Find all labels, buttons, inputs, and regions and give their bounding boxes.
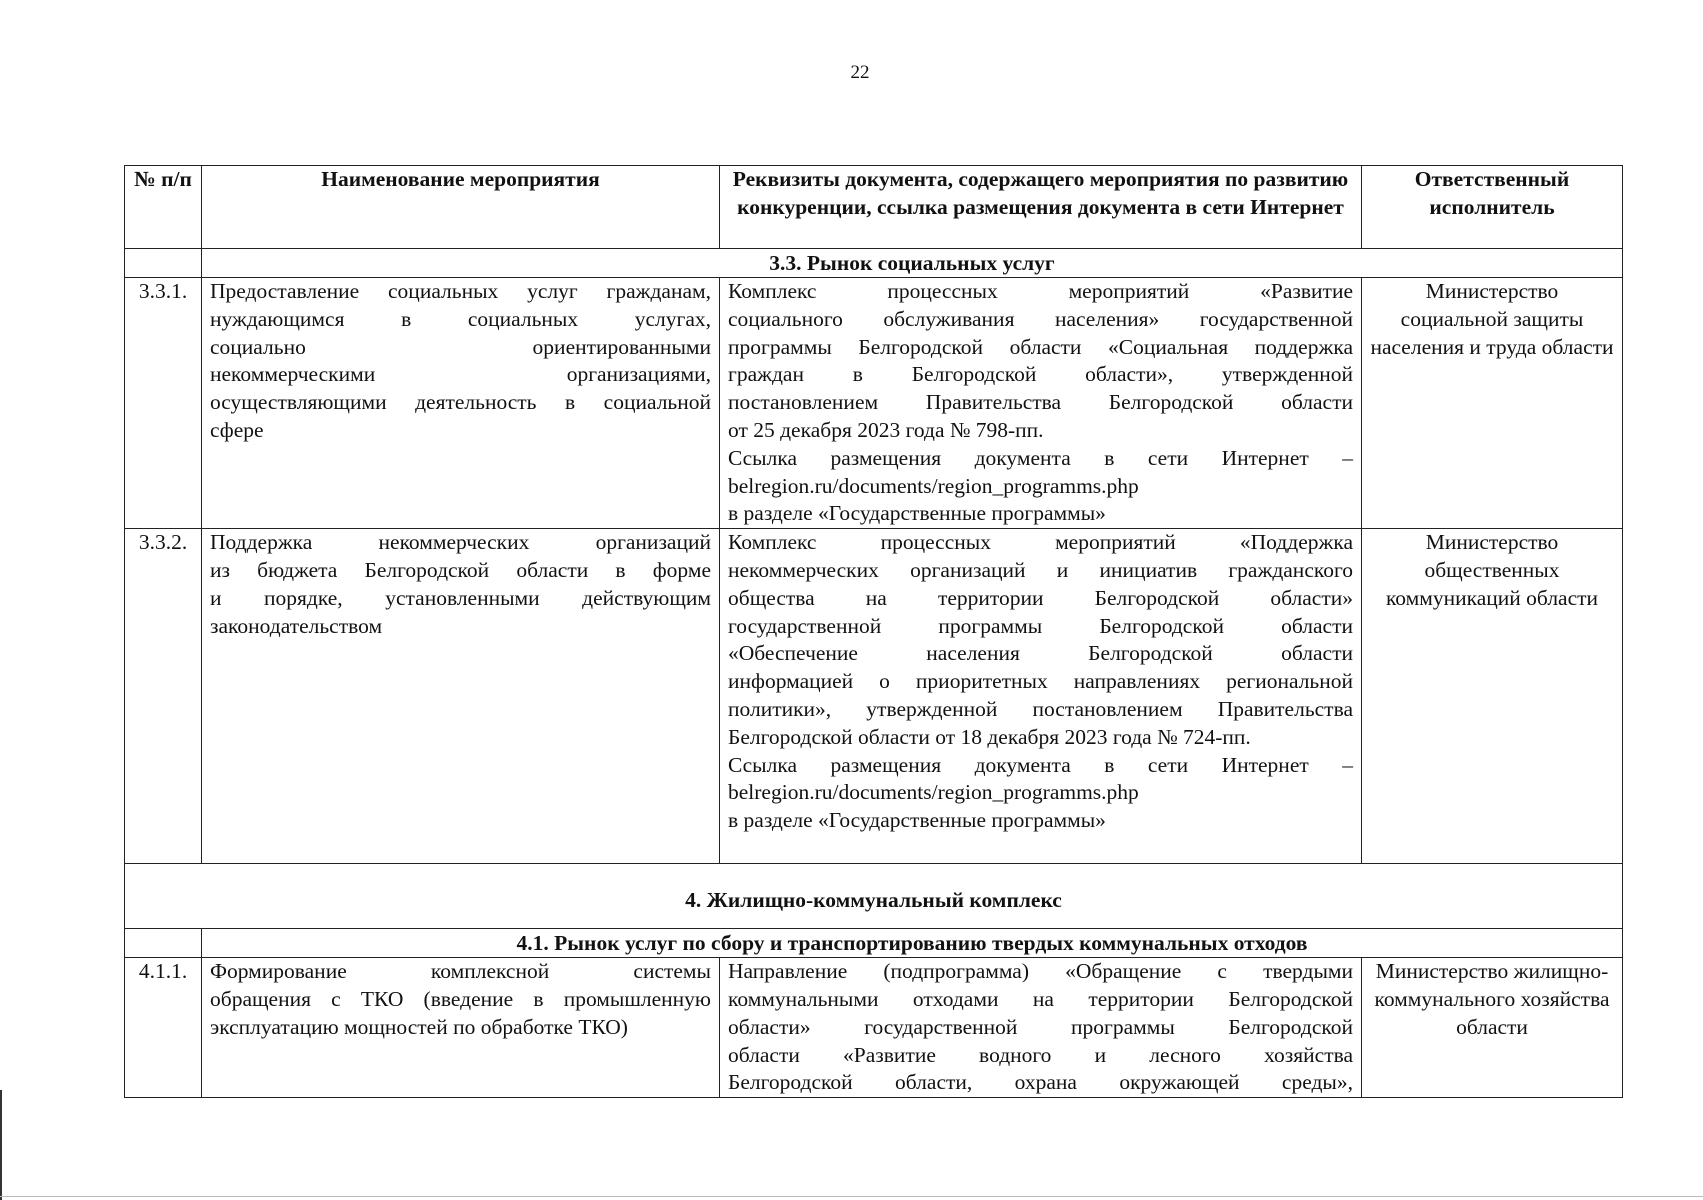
responsible-executor: Министерство социальной защиты населения и труда области xyxy=(1362,278,1623,529)
row-number: 3.3.2. xyxy=(125,529,202,864)
measure-name: Предоставление социальных услуг гражданам, нуждающимся в социальных услугах, социально ориентированными некоммерческими организациями, осуществляющими деятельность в социальной сфере xyxy=(202,278,720,529)
header-requisites: Реквизиты документа, содержащего мероприятия по развитию конкуренции, ссылка размещения документа в сети Интернет xyxy=(720,166,1362,249)
table-row xyxy=(125,958,1623,1098)
measure-name: Формирование комплексной системы обращения с ТКО (введение в промышленную эксплуатацию мощностей по обработке ТКО) xyxy=(202,958,720,1098)
row-number: 3.3.1. xyxy=(125,278,202,529)
document-requisites: Комплекс процессных мероприятий «Развитие социального обслуживания населения» государственной программы Белгородской области «Социальная поддержка граждан в Белгородской области», утвержденной постановлением Правительства Белгородской области от 25 декабря 2023 года № 798-пп. Ссылка размещения документа в сети Интернет – belregion.ru/documents/region_programms.php в разделе «Государственные программы» xyxy=(720,278,1362,529)
page-number: 22 xyxy=(850,62,870,83)
section-heading-4-1: 4.1. Рынок услуг по сбору и транспортированию твердых коммунальных отходов xyxy=(202,929,1623,958)
responsible-executor: Министерство жилищно-коммунального хозяйства области xyxy=(1362,958,1623,1098)
row-number: 4.1.1. xyxy=(125,958,202,1098)
header-num: № п/п xyxy=(125,166,202,249)
measures-table xyxy=(124,165,1623,1098)
section-heading-row xyxy=(125,864,1623,929)
section-heading-3-3: 3.3. Рынок социальных услуг xyxy=(202,249,1623,278)
table-header-row xyxy=(125,166,1623,249)
header-name: Наименование мероприятия xyxy=(202,166,720,249)
document-link: belregion.ru/documents/region_programms.php xyxy=(728,473,1139,498)
document-link: belregion.ru/documents/region_programms.php xyxy=(728,780,1139,805)
section-heading-row xyxy=(125,249,1623,278)
section-heading-row xyxy=(125,929,1623,958)
table-row xyxy=(125,278,1623,529)
measure-name: Поддержка некоммерческих организаций из бюджета Белгородской области в форме и порядке, установленными действующим законодательством xyxy=(202,529,720,864)
header-responsible: Ответственный исполнитель xyxy=(1362,166,1623,249)
section-heading-4: 4. Жилищно-коммунальный комплекс xyxy=(125,864,1623,929)
document-requisites: Комплекс процессных мероприятий «Поддержка некоммерческих организаций и инициатив гражданского общества на территории Белгородской области» государственной программы Белгородской области «Обеспечение населения Белгородской области информацией о приоритетных направлениях региональной политики», утвержденной постановлением Правительства Белгородской области от 18 декабря 2023 года № 724-пп. Ссылка размещения документа в сети Интернет – belregion.ru/documents/region_programms.php в разделе «Государственные программы» xyxy=(720,529,1362,864)
document-requisites: Направление (подпрограмма) «Обращение с твердыми коммунальными отходами на территории Белгородской области» государственной программы Белгородской области «Развитие водного и лесного хозяйства Белгородской области, охрана окружающей среды», xyxy=(720,958,1362,1098)
responsible-executor: Министерство общественных коммуникаций области xyxy=(1362,529,1623,864)
table-row xyxy=(125,529,1623,864)
scan-bottom-line xyxy=(0,1196,1703,1197)
scan-edge-line xyxy=(0,1090,2,1200)
